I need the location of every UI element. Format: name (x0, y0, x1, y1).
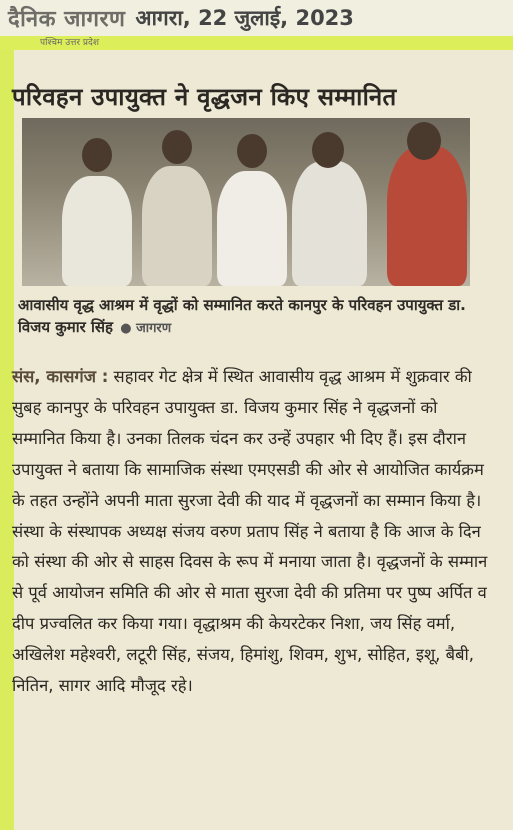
article-body-text: सहावर गेट क्षेत्र में स्थित आवासीय वृद्ध आश्रम में शुक्रवार की सुबह कानपुर के परिवहन उपायुक्त डा. विजय कुमार सिंह ने वृद्धजनों को सम्मानित किया है। उनका तिलक चंदन कर उन्हें उपहार भी दिए हैं। इस दौरान उपायुक्त ने बताया कि सामाजिक संस्था एमएसडी की ओर से आयोजित कार्यक्रम के तहत उन्होंने अपनी माता सुरजा देवी की याद में वृद्धजनों का सम्मान किया है। संस्था के संस्थापक अध्यक्ष संजय वरुण प्रताप सिंह ने बताया है कि आज के दिन को संस्था की ओर से साहस दिवस के रूप में मनाया जाता है। वृद्धजनों के सम्मान से पूर्व आयोजन समिति की ओर से माता सुरजा देवी की प्रतिमा पर पुष्प अर्पित व दीप प्रज्वलित कर किया गया। वृद्धाश्रम की केयरटेकर निशा, जय सिंह वर्मा, अखिलेश महेश्वरी, लटूरी सिंह, संजय, हिमांशु, शिवम, शुभ, सोहित, इशू, बैबी, नितिन, सागर आदि मौजूद रहे। (12, 367, 488, 696)
article-photo (22, 118, 470, 286)
person-head (312, 132, 344, 168)
person-figure (387, 146, 467, 286)
photo-credit: ● जागरण (120, 321, 172, 336)
person-figure (292, 161, 367, 286)
person-figure (217, 171, 287, 286)
article-headline: परिवहन उपायुक्त ने वृद्धजन किए सम्मानित (12, 82, 397, 111)
newspaper-name: दैनिक जागरण (8, 7, 126, 32)
section-stripe (0, 36, 513, 50)
person-head (237, 134, 267, 168)
headline-band (12, 72, 474, 120)
section-label: पश्चिम उत्तर प्रदेश (40, 38, 99, 48)
photo-caption (18, 294, 488, 340)
dateline: संस, कासगंज : (12, 367, 109, 386)
person-head (82, 138, 112, 172)
person-head (162, 130, 192, 164)
caption-text: आवासीय वृद्ध आश्रम में वृद्धों को सम्मानित करते कानपुर के परिवहन उपायुक्त डा. विजय कुमार सिंह (18, 296, 466, 336)
article-body (12, 362, 494, 702)
person-figure (142, 166, 212, 286)
person-figure (62, 176, 132, 286)
edition-date: आगरा, 22 जुलाई, 2023 (135, 6, 354, 30)
masthead (0, 0, 513, 36)
person-head (407, 122, 441, 160)
